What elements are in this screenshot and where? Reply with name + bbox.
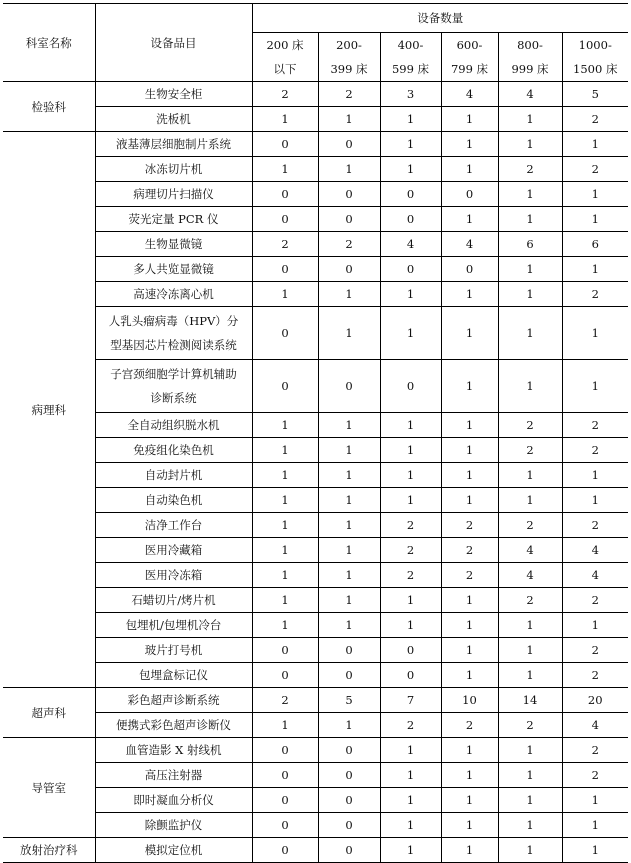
bed-size-label: 999 床	[511, 62, 549, 76]
equipment-quantity-table	[3, 3, 628, 863]
quantity-cell: 1	[441, 813, 498, 838]
quantity-cell: 1	[498, 663, 562, 688]
quantity-cell: 1	[252, 107, 318, 132]
quantity-cell: 2	[498, 588, 562, 613]
quantity-cell: 5	[562, 82, 628, 107]
quantity-cell: 1	[562, 813, 628, 838]
quantity-cell: 1	[498, 788, 562, 813]
quantity-cell: 1	[441, 613, 498, 638]
quantity-group-header: 设备数量	[252, 4, 628, 33]
table-row	[3, 813, 628, 838]
quantity-cell: 1	[441, 413, 498, 438]
quantity-cell: 1	[441, 207, 498, 232]
quantity-cell: 20	[562, 688, 628, 713]
quantity-cell: 1	[498, 282, 562, 307]
equipment-item: 高压注射器	[95, 763, 252, 788]
quantity-cell: 0	[252, 763, 318, 788]
table-row	[3, 282, 628, 307]
quantity-cell: 1	[498, 207, 562, 232]
table-row	[3, 513, 628, 538]
quantity-cell: 1	[252, 713, 318, 738]
table-row	[3, 438, 628, 463]
quantity-cell: 1	[252, 613, 318, 638]
quantity-cell: 0	[252, 663, 318, 688]
equipment-item: 病理切片扫描仪	[95, 182, 252, 207]
equipment-item: 玻片打号机	[95, 638, 252, 663]
table-row	[3, 182, 628, 207]
equipment-item: 全自动组织脱水机	[95, 413, 252, 438]
quantity-cell: 1	[318, 307, 380, 360]
quantity-cell: 14	[498, 688, 562, 713]
quantity-cell: 1	[441, 157, 498, 182]
quantity-cell: 1	[498, 488, 562, 513]
quantity-cell: 1	[498, 838, 562, 863]
table-row	[3, 688, 628, 713]
bed-size-label: 399 床	[330, 62, 368, 76]
quantity-cell: 4	[441, 232, 498, 257]
dept-name: 放射治疗科	[3, 838, 95, 863]
equipment-item: 即时凝血分析仪	[95, 788, 252, 813]
quantity-cell: 1	[498, 813, 562, 838]
dept-name: 导管室	[3, 738, 95, 838]
quantity-cell: 0	[252, 813, 318, 838]
bed-size-header	[498, 33, 562, 82]
quantity-cell: 2	[318, 232, 380, 257]
quantity-cell: 1	[441, 763, 498, 788]
table-row	[3, 488, 628, 513]
quantity-cell: 0	[318, 838, 380, 863]
quantity-cell: 1	[498, 107, 562, 132]
quantity-cell: 1	[380, 132, 441, 157]
equipment-item: 洁净工作台	[95, 513, 252, 538]
table-row	[3, 713, 628, 738]
quantity-cell: 1	[252, 413, 318, 438]
quantity-cell: 1	[441, 663, 498, 688]
quantity-cell: 10	[441, 688, 498, 713]
equipment-item: 模拟定位机	[95, 838, 252, 863]
item-column-header: 设备品目	[95, 4, 252, 82]
quantity-cell: 1	[318, 413, 380, 438]
quantity-cell: 0	[318, 663, 380, 688]
quantity-cell: 4	[562, 563, 628, 588]
equipment-item: 除颤监护仪	[95, 813, 252, 838]
quantity-cell: 1	[441, 360, 498, 413]
quantity-cell: 1	[252, 588, 318, 613]
quantity-cell: 1	[380, 107, 441, 132]
quantity-cell: 1	[498, 638, 562, 663]
quantity-cell: 4	[498, 538, 562, 563]
quantity-cell: 1	[252, 563, 318, 588]
quantity-cell: 0	[380, 182, 441, 207]
quantity-cell: 1	[562, 257, 628, 282]
equipment-item: 彩色超声诊断系统	[95, 688, 252, 713]
quantity-cell: 1	[380, 282, 441, 307]
dept-name: 检验科	[3, 82, 95, 132]
quantity-cell: 0	[318, 132, 380, 157]
equipment-item	[95, 307, 252, 360]
equipment-item: 包埋盒标记仪	[95, 663, 252, 688]
bed-size-label: 600-	[456, 38, 483, 52]
quantity-cell: 4	[498, 563, 562, 588]
quantity-cell: 2	[562, 157, 628, 182]
bed-size-header	[318, 33, 380, 82]
quantity-cell: 2	[441, 538, 498, 563]
quantity-cell: 2	[562, 282, 628, 307]
bed-size-label: 1000-	[578, 38, 612, 52]
equipment-item: 荧光定量 PCR 仪	[95, 207, 252, 232]
quantity-cell: 1	[498, 463, 562, 488]
table-row	[3, 838, 628, 863]
quantity-cell: 4	[498, 82, 562, 107]
quantity-cell: 0	[252, 132, 318, 157]
quantity-cell: 2	[441, 513, 498, 538]
table-row	[3, 257, 628, 282]
quantity-cell: 1	[441, 107, 498, 132]
header-row	[3, 4, 628, 33]
bed-size-header	[441, 33, 498, 82]
table-row	[3, 413, 628, 438]
quantity-cell: 2	[380, 538, 441, 563]
bed-size-label: 200 床	[266, 38, 304, 52]
quantity-cell: 1	[318, 107, 380, 132]
quantity-cell: 6	[498, 232, 562, 257]
bed-size-label: 599 床	[391, 62, 430, 76]
quantity-cell: 1	[441, 438, 498, 463]
quantity-cell: 2	[498, 438, 562, 463]
quantity-cell: 0	[252, 207, 318, 232]
quantity-cell: 1	[380, 413, 441, 438]
bed-size-header	[380, 33, 441, 82]
table-row	[3, 132, 628, 157]
quantity-cell: 1	[441, 838, 498, 863]
quantity-cell: 1	[252, 463, 318, 488]
equipment-item	[95, 360, 252, 413]
quantity-cell: 0	[252, 788, 318, 813]
table-row	[3, 463, 628, 488]
dept-name: 病理科	[3, 132, 95, 688]
quantity-cell: 1	[252, 488, 318, 513]
quantity-cell: 2	[380, 713, 441, 738]
quantity-cell: 1	[318, 488, 380, 513]
quantity-cell: 0	[252, 738, 318, 763]
quantity-cell: 1	[562, 838, 628, 863]
bed-size-header	[252, 33, 318, 82]
quantity-cell: 0	[318, 813, 380, 838]
equipment-item: 高速冷冻离心机	[95, 282, 252, 307]
quantity-cell: 2	[441, 713, 498, 738]
quantity-cell: 6	[562, 232, 628, 257]
quantity-cell: 0	[380, 638, 441, 663]
table-row	[3, 232, 628, 257]
table-row	[3, 763, 628, 788]
quantity-cell: 0	[380, 207, 441, 232]
quantity-cell: 1	[252, 513, 318, 538]
quantity-cell: 1	[380, 588, 441, 613]
quantity-cell: 1	[318, 588, 380, 613]
quantity-cell: 2	[380, 563, 441, 588]
quantity-cell: 0	[441, 257, 498, 282]
quantity-cell: 2	[252, 232, 318, 257]
quantity-cell: 0	[380, 360, 441, 413]
equipment-item-line: 子宫颈细胞学计算机辅助	[110, 367, 237, 381]
table-row	[3, 613, 628, 638]
quantity-cell: 1	[318, 538, 380, 563]
quantity-cell: 1	[380, 438, 441, 463]
table-body	[3, 82, 628, 863]
table-row	[3, 788, 628, 813]
quantity-cell: 2	[562, 638, 628, 663]
equipment-item-line: 诊断系统	[150, 391, 197, 405]
quantity-cell: 1	[252, 157, 318, 182]
quantity-cell: 1	[562, 488, 628, 513]
quantity-cell: 1	[380, 613, 441, 638]
equipment-item-line: 人乳头瘤病毒（HPV）分	[108, 314, 239, 328]
equipment-item: 冰冻切片机	[95, 157, 252, 182]
quantity-cell: 1	[380, 157, 441, 182]
quantity-cell: 1	[441, 307, 498, 360]
quantity-cell: 1	[318, 157, 380, 182]
quantity-cell: 2	[252, 82, 318, 107]
quantity-cell: 3	[380, 82, 441, 107]
equipment-item: 自动染色机	[95, 488, 252, 513]
quantity-cell: 0	[318, 207, 380, 232]
quantity-cell: 0	[252, 360, 318, 413]
dept-column-header: 科室名称	[3, 4, 95, 82]
quantity-cell: 1	[441, 282, 498, 307]
quantity-cell: 1	[441, 738, 498, 763]
quantity-cell: 0	[318, 788, 380, 813]
quantity-cell: 1	[498, 132, 562, 157]
quantity-cell: 0	[252, 257, 318, 282]
quantity-cell: 1	[441, 788, 498, 813]
quantity-cell: 0	[318, 763, 380, 788]
quantity-cell: 0	[252, 838, 318, 863]
bed-size-header	[562, 33, 628, 82]
quantity-cell: 2	[441, 563, 498, 588]
quantity-cell: 1	[380, 738, 441, 763]
table-row	[3, 207, 628, 232]
table-row	[3, 538, 628, 563]
quantity-cell: 4	[562, 713, 628, 738]
quantity-cell: 5	[318, 688, 380, 713]
quantity-cell: 2	[562, 513, 628, 538]
quantity-cell: 2	[562, 413, 628, 438]
quantity-cell: 0	[252, 182, 318, 207]
bed-size-label: 800-	[517, 38, 543, 52]
quantity-cell: 0	[318, 182, 380, 207]
quantity-cell: 4	[441, 82, 498, 107]
quantity-cell: 1	[562, 788, 628, 813]
quantity-cell: 1	[498, 738, 562, 763]
equipment-item: 包埋机/包埋机冷台	[95, 613, 252, 638]
quantity-cell: 0	[318, 738, 380, 763]
quantity-cell: 0	[380, 257, 441, 282]
dept-name: 超声科	[3, 688, 95, 738]
bed-size-label: 以下	[273, 62, 297, 76]
quantity-cell: 2	[562, 438, 628, 463]
quantity-cell: 0	[380, 663, 441, 688]
equipment-item: 洗板机	[95, 107, 252, 132]
quantity-cell: 2	[252, 688, 318, 713]
quantity-cell: 1	[498, 613, 562, 638]
bed-size-label: 400-	[397, 38, 424, 52]
quantity-cell: 2	[562, 588, 628, 613]
quantity-cell: 1	[318, 438, 380, 463]
equipment-item: 石蜡切片/烤片机	[95, 588, 252, 613]
quantity-cell: 2	[498, 157, 562, 182]
quantity-cell: 0	[318, 638, 380, 663]
quantity-cell: 0	[252, 638, 318, 663]
quantity-cell: 1	[380, 463, 441, 488]
quantity-cell: 0	[252, 307, 318, 360]
table-row	[3, 738, 628, 763]
quantity-cell: 0	[441, 182, 498, 207]
quantity-cell: 1	[318, 282, 380, 307]
quantity-cell: 2	[380, 513, 441, 538]
equipment-item: 自动封片机	[95, 463, 252, 488]
quantity-cell: 1	[318, 713, 380, 738]
quantity-cell: 1	[441, 588, 498, 613]
table-row	[3, 360, 628, 413]
bed-size-label: 1500 床	[573, 62, 618, 76]
quantity-cell: 1	[252, 438, 318, 463]
table-row	[3, 307, 628, 360]
quantity-cell: 1	[562, 207, 628, 232]
quantity-cell: 2	[498, 513, 562, 538]
bed-size-label: 200-	[336, 38, 362, 52]
quantity-cell: 1	[318, 613, 380, 638]
equipment-item: 血管造影 X 射线机	[95, 738, 252, 763]
equipment-item-line: 型基因芯片检测阅读系统	[110, 338, 237, 352]
quantity-cell: 1	[318, 463, 380, 488]
equipment-item: 生物安全柜	[95, 82, 252, 107]
quantity-cell: 1	[380, 488, 441, 513]
quantity-cell: 1	[498, 182, 562, 207]
quantity-cell: 1	[562, 132, 628, 157]
quantity-cell: 1	[562, 463, 628, 488]
bed-size-label: 799 床	[450, 62, 489, 76]
quantity-cell: 1	[441, 132, 498, 157]
quantity-cell: 4	[562, 538, 628, 563]
quantity-cell: 1	[318, 513, 380, 538]
quantity-cell: 1	[562, 182, 628, 207]
quantity-cell: 2	[562, 107, 628, 132]
quantity-cell: 1	[380, 838, 441, 863]
quantity-cell: 1	[380, 307, 441, 360]
quantity-cell: 0	[318, 257, 380, 282]
equipment-item: 免疫组化染色机	[95, 438, 252, 463]
quantity-cell: 1	[498, 257, 562, 282]
quantity-cell: 1	[380, 813, 441, 838]
quantity-cell: 1	[498, 763, 562, 788]
equipment-item: 医用冷冻箱	[95, 563, 252, 588]
equipment-item: 生物显微镜	[95, 232, 252, 257]
quantity-cell: 1	[498, 307, 562, 360]
quantity-cell: 1	[252, 282, 318, 307]
quantity-cell: 2	[498, 413, 562, 438]
quantity-cell: 1	[562, 307, 628, 360]
quantity-cell: 1	[441, 488, 498, 513]
quantity-cell: 1	[441, 463, 498, 488]
quantity-cell: 4	[380, 232, 441, 257]
equipment-item: 液基薄层细胞制片系统	[95, 132, 252, 157]
equipment-item: 医用冷藏箱	[95, 538, 252, 563]
quantity-cell: 2	[498, 713, 562, 738]
quantity-cell: 7	[380, 688, 441, 713]
table-row	[3, 563, 628, 588]
quantity-cell: 1	[252, 538, 318, 563]
table-row	[3, 107, 628, 132]
table-row	[3, 82, 628, 107]
table-row	[3, 663, 628, 688]
quantity-cell: 1	[562, 360, 628, 413]
quantity-cell: 2	[318, 82, 380, 107]
quantity-cell: 1	[498, 360, 562, 413]
quantity-cell: 2	[562, 738, 628, 763]
table-row	[3, 588, 628, 613]
quantity-cell: 1	[441, 638, 498, 663]
table-row	[3, 157, 628, 182]
table-row	[3, 638, 628, 663]
quantity-cell: 0	[318, 360, 380, 413]
quantity-cell: 1	[562, 613, 628, 638]
quantity-cell: 1	[380, 788, 441, 813]
quantity-cell: 1	[318, 563, 380, 588]
quantity-cell: 2	[562, 663, 628, 688]
quantity-cell: 1	[380, 763, 441, 788]
equipment-item: 便携式彩色超声诊断仪	[95, 713, 252, 738]
quantity-cell: 2	[562, 763, 628, 788]
equipment-item: 多人共览显微镜	[95, 257, 252, 282]
